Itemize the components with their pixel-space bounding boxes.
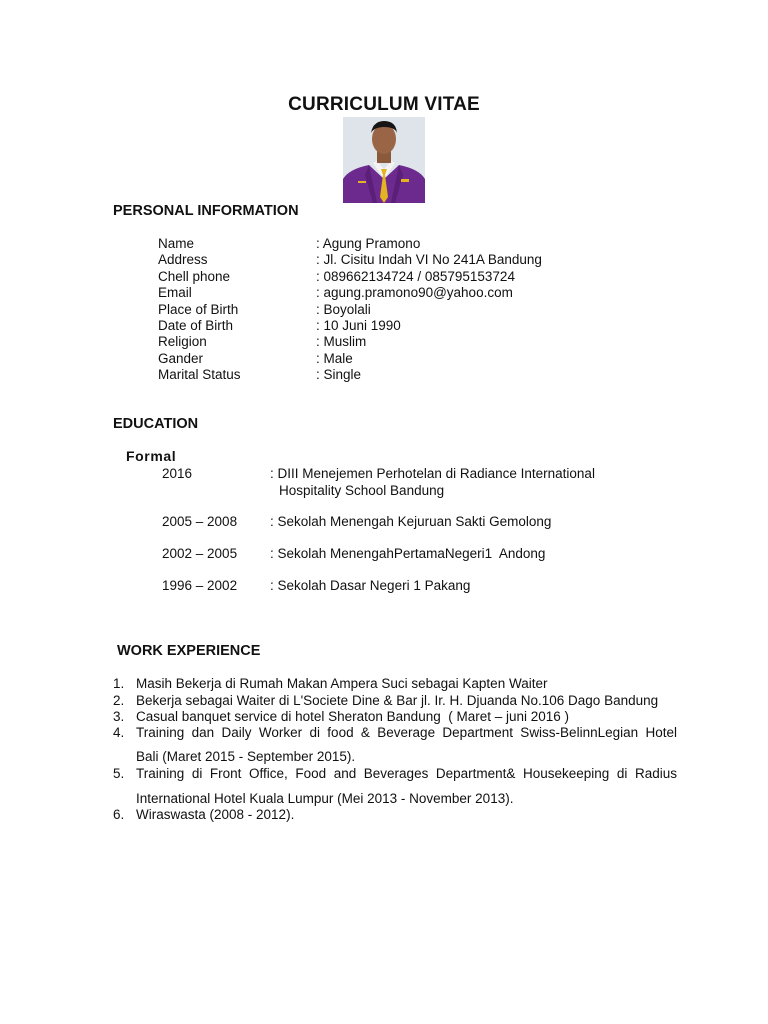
list-item-continued: Bali (Maret 2015 - September 2015). [136,749,356,764]
portrait-photo [343,117,425,203]
list-item-number: 6. [113,807,125,822]
info-label: Chell phone [158,269,231,284]
list-item: Wiraswasta (2008 - 2012). [136,807,295,822]
education-heading: EDUCATION [113,416,199,432]
info-value: : Agung Pramono [316,236,421,251]
info-label: Place of Birth [158,302,239,317]
list-item-number: 3. [113,709,125,724]
info-label: Date of Birth [158,318,234,333]
list-item-number: 5. [113,766,125,781]
formal-education-subheading: Formal [126,448,177,464]
info-value: : 089662134724 / 085795153724 [316,269,515,284]
list-item-number: 1. [113,676,125,691]
info-label: Marital Status [158,367,241,382]
education-years: 2016 [162,466,193,481]
info-value: : Single [316,367,362,382]
list-item-continued: International Hotel Kuala Lumpur (Mei 2013 - November 2013). [136,791,514,806]
education-school: : Sekolah Dasar Negeri 1 Pakang [270,578,471,593]
info-label: Religion [158,334,207,349]
info-value: : 10 Juni 1990 [316,318,401,333]
info-label: Address [158,252,208,267]
work-experience-heading: WORK EXPERIENCE [117,643,261,659]
info-label: Email [158,285,192,300]
info-label: Name [158,236,195,251]
list-item: Training di Front Office, Food and Beverages Department& Housekeeping di Radius [136,766,677,781]
info-value: : Jl. Cisitu Indah VI No 241A Bandung [316,252,542,267]
document-title: CURRICULUM VITAE [288,94,480,115]
info-value: : Muslim [316,334,367,349]
list-item-number: 2. [113,693,125,708]
education-years: 2005 – 2008 [162,514,238,529]
info-value: : Male [316,351,353,366]
list-item: Training dan Daily Worker di food & Beverage Department Swiss-BelinnLegian Hotel [136,725,677,740]
info-value: : Boyolali [316,302,371,317]
info-label: Gander [158,351,204,366]
education-years: 2002 – 2005 [162,546,238,561]
education-school: : Sekolah MenengahPertamaNegeri1 Andong [270,546,546,561]
list-item: Masih Bekerja di Rumah Makan Ampera Suci sebagai Kapten Waiter [136,676,548,691]
list-item-number: 4. [113,725,125,740]
education-school-continued: Hospitality School Bandung [279,483,445,498]
list-item: Casual banquet service di hotel Sheraton Bandung ( Maret – juni 2016 ) [136,709,570,724]
list-item: Bekerja sebagai Waiter di L'Societe Dine & Bar jl. Ir. H. Djuanda No.106 Dago Bandung [136,693,659,708]
info-value: : agung.pramono90@yahoo.com [316,285,513,300]
education-school: : Sekolah Menengah Kejuruan Sakti Gemolong [270,514,552,529]
personal-information-heading: PERSONAL INFORMATION [113,203,299,219]
education-school: : DIII Menejemen Perhotelan di Radiance International [270,466,595,481]
education-years: 1996 – 2002 [162,578,238,593]
